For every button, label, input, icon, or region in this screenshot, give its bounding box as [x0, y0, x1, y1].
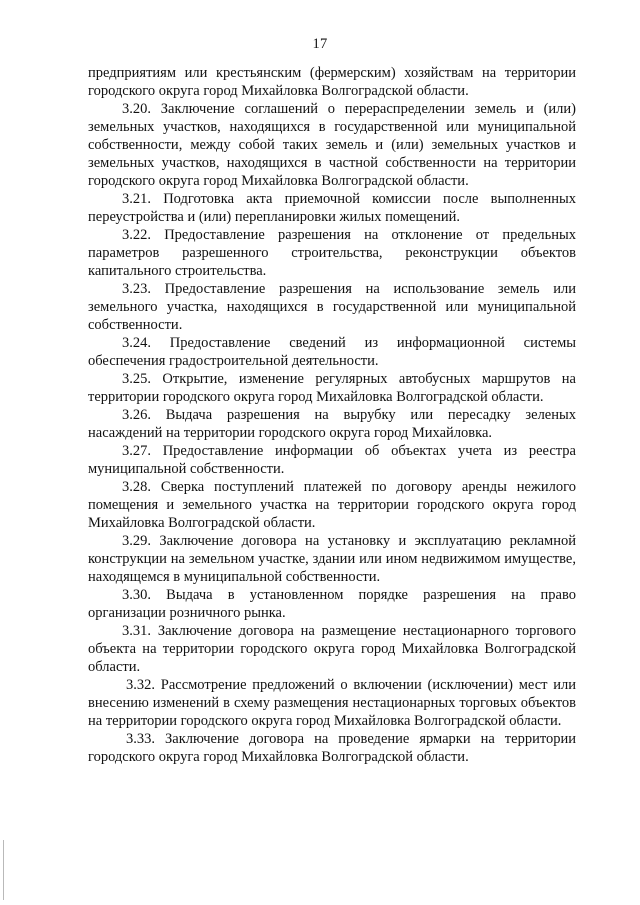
- paragraph-3-28: 3.28. Сверка поступлений платежей по договору аренды нежилого помещения и земельного участка на территории городского округа город Михайловка Волгоградской области.: [88, 479, 576, 531]
- paragraph-3-22: 3.22. Предоставление разрешения на отклонение от предельных параметров разрешенного строительства, реконструкции объектов капитального строительства.: [88, 227, 576, 279]
- paragraph-3-30: 3.30. Выдача в установленном порядке разрешения на право организации розничного рынка.: [88, 587, 576, 621]
- paragraph-3-21: 3.21. Подготовка акта приемочной комиссии после выполненных переустройства и (или) перепланировки жилых помещений.: [88, 191, 576, 225]
- paragraph-3-23: 3.23. Предоставление разрешения на использование земель или земельного участка, находящихся в государственной или муниципальной собственности.: [88, 281, 576, 333]
- paragraph-3-29: 3.29. Заключение договора на установку и эксплуатацию рекламной конструкции на земельном участке, здании или ином недвижимом имуществе, находящемся в муниципальной собственности.: [88, 533, 576, 585]
- paragraph-3-24: 3.24. Предоставление сведений из информационной системы обеспечения градостроительной деятельности.: [88, 335, 576, 369]
- page-number: 17: [312, 36, 328, 52]
- paragraph-3-33: 3.33. Заключение договора на проведение ярмарки на территории городского округа город Михайловка Волгоградской области.: [88, 731, 576, 765]
- paragraph-3-27: 3.27. Предоставление информации об объектах учета из реестра муниципальной собственности.: [88, 443, 576, 477]
- paragraph-3-31: 3.31. Заключение договора на размещение нестационарного торгового объекта на территории городского округа город Михайловка Волгоградской области.: [88, 623, 576, 675]
- scan-edge-mark: [3, 840, 4, 900]
- paragraph-3-26: 3.26. Выдача разрешения на вырубку или пересадку зеленых насаждений на территории городского округа город Михайловка.: [88, 407, 576, 441]
- paragraph-3-25: 3.25. Открытие, изменение регулярных автобусных маршрутов на территории городского округа город Михайловка Волгоградской области.: [88, 371, 576, 405]
- paragraph-3-20: 3.20. Заключение соглашений о перераспределении земель и (или) земельных участков, находящихся в государственной или муниципальной собственности, между собой таких земель и (или) земельных участков и земельных участков, находящихся в частной собственности на территории городского округа город Михайловка Волгоградской области.: [88, 101, 576, 189]
- paragraph-3-32: 3.32. Рассмотрение предложений о включении (исключении) мест или внесению изменений в схему размещения нестационарных торговых объектов на территории городского округа город Михайловка Волгоградской области.: [88, 677, 576, 729]
- document-body: [88, 64, 576, 766]
- paragraph-continuation: предприятиям или крестьянским (фермерским) хозяйствам на территории городского округа город Михайловка Волгоградской области.: [88, 65, 576, 99]
